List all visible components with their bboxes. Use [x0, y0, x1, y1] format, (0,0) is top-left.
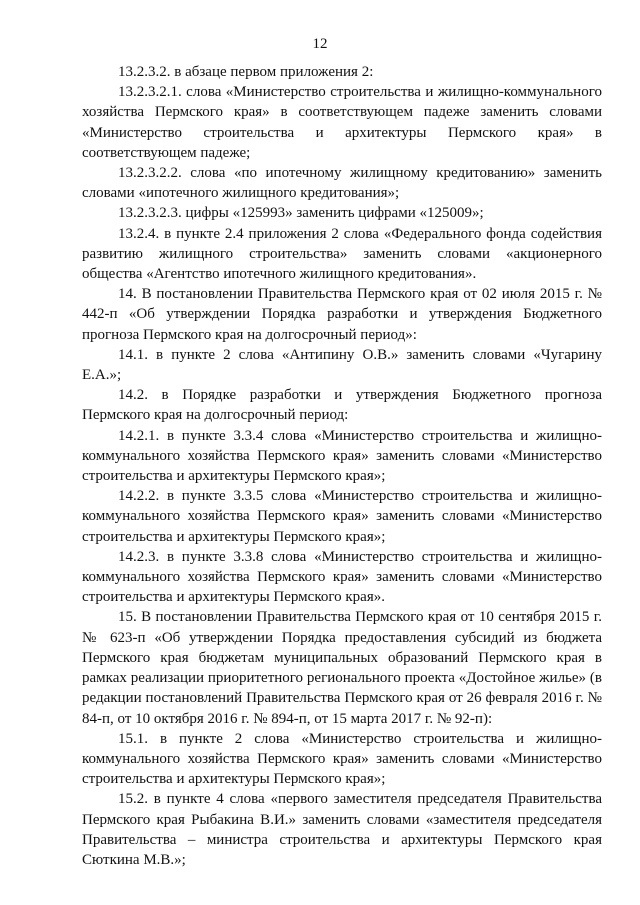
paragraph-13-2-3-2: 13.2.3.2. в абзаце первом приложения 2:: [118, 64, 374, 80]
paragraph-15: 15. В постановлении Правительства Пермского края от 10 сентября 2015 г. № 623-п «Об утверждении Порядка предоставления субсидий из бюджета Пермского края бюджетам муниципальных образований Пермского края в рамках реализации приоритетного регионального проекта «Достойное жилье» (в редакции постановлений Правительства Пермского края от 26 февраля 2016 г. № 84-п, от 10 октября 2016 г. № 894-п, от 15 марта 2017 г. № 92-п):: [82, 609, 602, 727]
paragraph-14-2-2: 14.2.2. в пункте 3.3.5 слова «Министерство строительства и жилищно-коммунального хозяйства Пермского края» заменить словами «Министерство строительства и архитектуры Пермского края»;: [82, 488, 602, 545]
paragraph-13-2-3-2-1: 13.2.3.2.1. слова «Министерство строительства и жилищно-коммунального хозяйства Пермского края» в соответствующем падеже заменить словами «Министерство строительства и архитектуры Пермского края» в соответствующем падеже;: [82, 84, 602, 161]
paragraph-15-2: 15.2. в пункте 4 слова «первого заместителя председателя Правительства Пермского края Рыбакина В.И.» заменить словами «заместителя председателя Правительства – министра строительства и архитектуры Пермского края Сюткина М.В.»;: [82, 791, 602, 868]
paragraph-14-2: 14.2. в Порядке разработки и утверждения Бюджетного прогноза Пермского края на долгосрочный период:: [82, 387, 602, 424]
paragraph-13-2-3-2-3: 13.2.3.2.3. цифры «125993» заменить цифрами «125009»;: [118, 205, 484, 222]
paragraph-14-1: 14.1. в пункте 2 слова «Антипину О.В.» заменить словами «Чугарину Е.А.»;: [82, 346, 602, 384]
paragraph-13-2-4: 13.2.4. в пункте 2.4 приложения 2 слова «Федерального фонда содействия развитию жилищного строительства» заменить словами «акционерного общества «Агентство ипотечного жилищного кредитования».: [82, 225, 602, 283]
paragraph-15-1: 15.1. в пункте 2 слова «Министерство строительства и жилищно-коммунального хозяйства Пермского края» заменить словами «Министерство строительства и архитектуры Пермского края»;: [82, 730, 602, 788]
paragraph-14-2-1: 14.2.1. в пункте 3.3.4 слова «Министерство строительства и жилищно-коммунального хозяйства Пермского края» заменить словами «Министерство строительства и архитектуры Пермского края»;: [82, 427, 602, 485]
paragraph-13-2-3-2-2: 13.2.3.2.2. слова «по ипотечному жилищному кредитованию» заменить словами «ипотечного жилищного кредитования»;: [82, 165, 602, 202]
paragraph-14-2-3: 14.2.3. в пункте 3.3.8 слова «Министерство строительства и жилищно-коммунального хозяйства Пермского края» заменить словами «Министерство строительства и архитектуры Пермского края».: [82, 548, 602, 606]
document-body: [82, 62, 602, 870]
paragraph-14: 14. В постановлении Правительства Пермского края от 02 июля 2015 г. № 442-п «Об утверждении Порядка разработки и утверждения Бюджетного прогноза Пермского края на долгосрочный период»:: [82, 286, 602, 343]
page-number: 12: [312, 36, 328, 52]
